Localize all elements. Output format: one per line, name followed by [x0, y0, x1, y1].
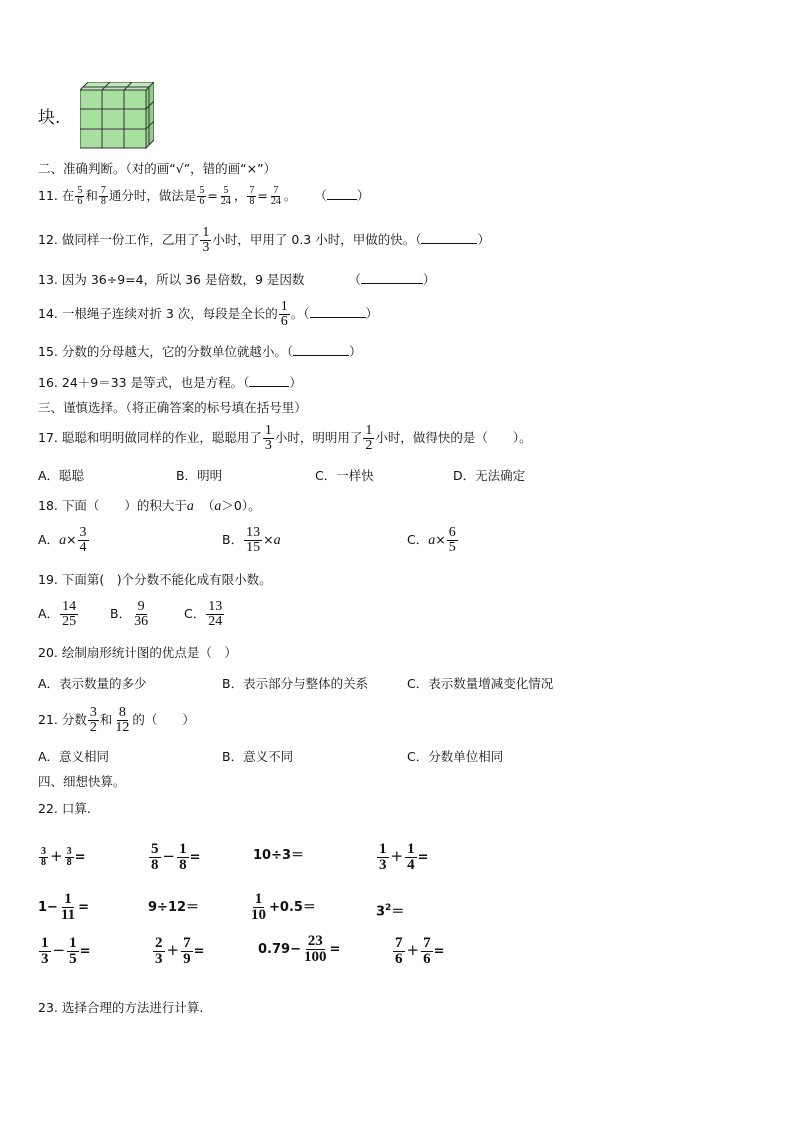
q11-number: 11.: [38, 188, 58, 203]
q19-option-a[interactable]: A． $\frac{14}{25}$: [38, 599, 77, 629]
calc-item-11: 0.79− $\frac{23}{100}$ =: [258, 933, 341, 965]
section3-title: 三、谨慎选择。（将正确答案的标号填在括号里）: [38, 400, 307, 415]
calc-item-7: $\frac{1}{10}$ +0.5＝: [251, 891, 316, 923]
q11-text: 在: [61, 188, 75, 203]
calc-item-12: $\frac{7}{6}$ + $\frac{7}{6}$ =: [395, 935, 445, 967]
calc-item-10: $\frac{2}{3}$ + $\frac{7}{9}$ =: [155, 935, 205, 967]
question-19: 19. 下面第( )个分数不能化成有限小数。: [38, 572, 272, 587]
q16-answer-blank[interactable]: [249, 374, 289, 387]
q21-fraction-2: $\frac{8}{12}$: [115, 705, 130, 735]
q11-fraction-2: $\frac{7}{8}$: [100, 185, 106, 207]
q21-option-c[interactable]: C．分数单位相同: [407, 749, 504, 764]
section2-title: 二、准确判断。（对的画“√”，错的画“×”）: [38, 161, 277, 176]
q19-option-c[interactable]: C． $\frac{13}{24}$: [184, 599, 223, 629]
q11-fraction-4: $\frac{5}{24}$: [220, 185, 231, 207]
question-22: 22. 口算.: [38, 801, 91, 816]
q12-fraction: $\frac{1}{3}$: [202, 225, 210, 255]
question-21: 21. 分数 $\frac{3}{2}$ 和 $\frac{8}{12}$ 的（ ）: [38, 705, 195, 735]
q20-option-b[interactable]: B．表示部分与整体的关系: [222, 676, 369, 691]
cube-figure: [80, 82, 154, 152]
question-14: 14. 一根绳子连续对折 3 次，每段是全长的 $\frac{1}{6}$ 。（ ）: [38, 299, 379, 329]
calc-item-9: $\frac{1}{3}$ − $\frac{1}{5}$ =: [41, 935, 91, 967]
q19-option-b[interactable]: B． $\frac{9}{36}$: [110, 599, 149, 629]
question-15: 15. 分数的分母越大，它的分数单位就越小。（ ）: [38, 344, 362, 359]
calc-item-1: $\frac{3}{8}$ + $\frac{3}{8}$ =: [41, 846, 86, 868]
q12-answer-blank[interactable]: [421, 231, 477, 244]
q20-option-a[interactable]: A．表示数量的多少: [38, 676, 147, 691]
q18-option-c[interactable]: C．a× $\frac{6}{5}$: [407, 525, 456, 555]
q21-fraction-1: $\frac{3}{2}$: [89, 705, 97, 735]
q15-answer-blank[interactable]: [293, 343, 349, 356]
calc-item-5: 1− $\frac{1}{11}$ =: [38, 891, 90, 923]
question-16: 16. 24＋9＝33 是等式，也是方程。（ ）: [38, 375, 302, 390]
question-11: 11. 在 $\frac{5}{6}$ 和 $\frac{7}{8}$ 通分时，做法是 $\frac{5}{6}$ = $\frac{5}{24}$ ， $\frac{7}{8}$ = $\frac{7}{24}$ 。 （ ）: [38, 185, 370, 207]
q17-option-a[interactable]: A．聪聪: [38, 468, 85, 483]
q17-option-d[interactable]: D．无法确定: [453, 468, 526, 483]
q17-option-c[interactable]: C．一样快: [315, 468, 374, 483]
q11-answer-blank[interactable]: [327, 187, 357, 200]
section4-title: 四、细想快算。: [38, 774, 126, 789]
q17-option-b[interactable]: B．明明: [176, 468, 223, 483]
question-20: 20. 绘制扇形统计图的优点是（ ）: [38, 645, 237, 660]
q11-fraction-3: $\frac{5}{6}$: [199, 185, 205, 207]
kuai-text: 块.: [38, 108, 61, 128]
calc-item-3: 10÷3＝: [253, 848, 305, 863]
calc-item-8: $3^2=$: [376, 903, 405, 920]
q11-fraction-5: $\frac{7}{8}$: [249, 185, 255, 207]
question-13: 13. 因为 36÷9=4，所以 36 是倍数，9 是因数 （ ）: [38, 272, 436, 287]
q14-fraction: $\frac{1}{6}$: [280, 299, 288, 329]
q21-option-b[interactable]: B．意义不同: [222, 749, 294, 764]
q17-fraction-2: $\frac{1}{2}$: [365, 423, 373, 453]
q11-fraction-6: $\frac{7}{24}$: [270, 185, 281, 207]
q20-option-c[interactable]: C．表示数量增减变化情况: [407, 676, 554, 691]
question-12: 12. 做同样一份工作，乙用了 $\frac{1}{3}$ 小时，甲用了 0.3 小时，甲做的快。（ ）: [38, 225, 490, 255]
q21-option-a[interactable]: A．意义相同: [38, 749, 110, 764]
q18-option-b[interactable]: B． $\frac{13}{15}$ ×a: [222, 525, 281, 555]
q14-answer-blank[interactable]: [310, 305, 366, 318]
question-17: 17. 聪聪和明明做同样的作业，聪聪用了 $\frac{1}{3}$ 小时，明明用了 $\frac{1}{2}$ 小时，做得快的是（ ）。: [38, 423, 532, 453]
q17-fraction-1: $\frac{1}{3}$: [264, 423, 272, 453]
question-23: 23. 选择合理的方法进行计算.: [38, 1000, 204, 1015]
calc-item-4: $\frac{1}{3}$ + $\frac{1}{4}$ =: [379, 841, 429, 873]
q18-option-a[interactable]: A．a× $\frac{3}{4}$: [38, 525, 87, 555]
calc-item-2: $\frac{5}{8}$ − $\frac{1}{8}$ =: [151, 841, 201, 873]
q13-answer-blank[interactable]: [361, 271, 423, 284]
q11-fraction-1: $\frac{5}{6}$: [77, 185, 83, 207]
calc-item-6: 9÷12＝: [148, 900, 200, 915]
question-18: 18. 下面（ ）的积大于a （a＞0）。: [38, 498, 261, 514]
